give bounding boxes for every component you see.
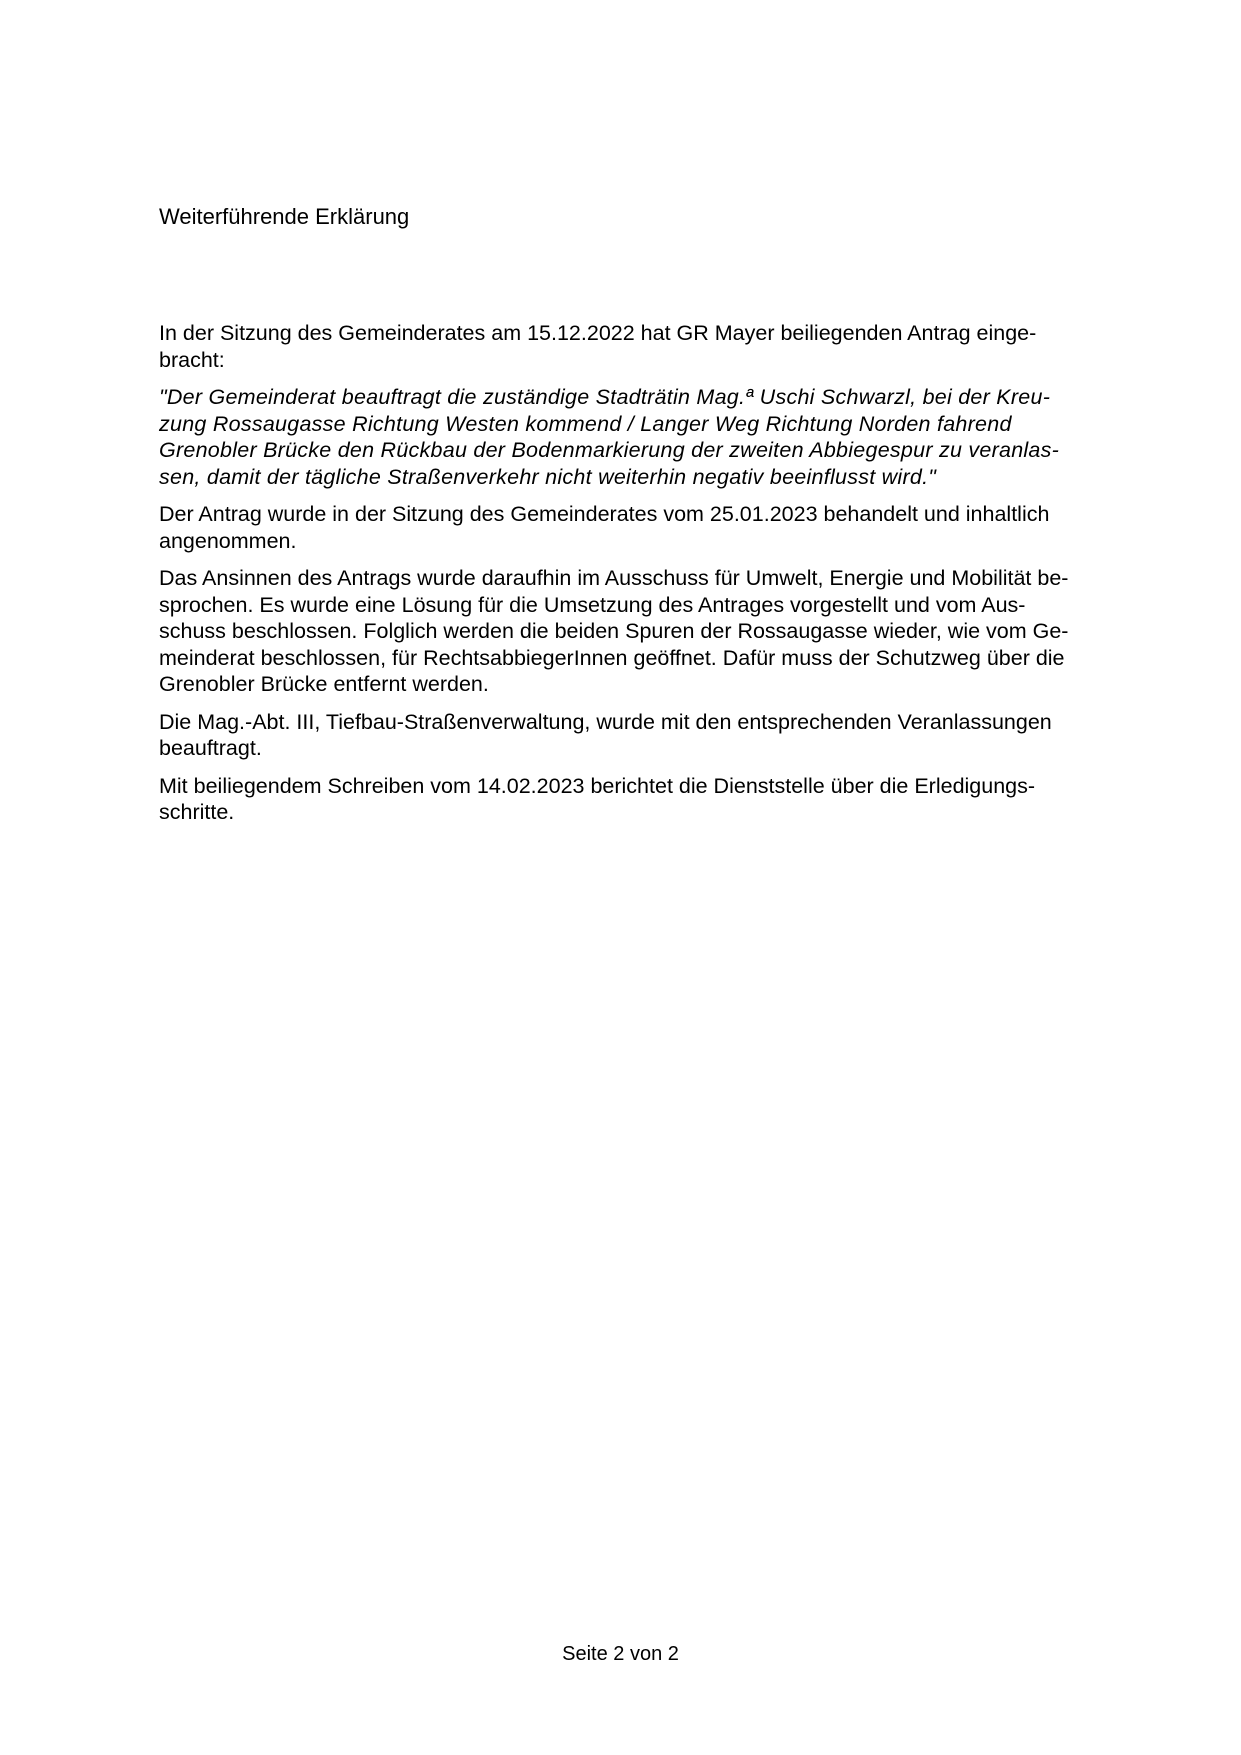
text-line: sen, damit der tägliche Straßenverkehr nicht weiterhin negativ beeinflusst wird.": [159, 464, 937, 489]
document-heading: Weiterführende Erklärung: [159, 204, 410, 229]
text-line: In der Sitzung des Gemeinderates am 15.12.2022 hat GR Mayer beiliegenden Antrag einge-: [159, 321, 1037, 345]
paragraph-committee: [159, 565, 1149, 698]
text-line: angenommen.: [159, 528, 297, 553]
text-line: beauftragt.: [159, 736, 262, 760]
paragraph-intro: [159, 320, 1149, 373]
text-line: schritte.: [159, 800, 235, 824]
document-body: [159, 320, 1149, 837]
paragraph-department: [159, 709, 1149, 762]
page-number-footer: Seite 2 von 2: [562, 1643, 679, 1665]
text-line: bracht:: [159, 347, 225, 372]
text-line: Das Ansinnen des Antrags wurde daraufhin im Ausschuss für Umwelt, Energie und Mobilität be-: [159, 566, 1069, 590]
text-line: Die Mag.-Abt. III, Tiefbau-Straßenverwaltung, wurde mit den entsprechenden Veranlassungen: [159, 709, 1052, 734]
paragraph-decision: [159, 501, 1149, 554]
text-line: Grenobler Brücke den Rückbau der Bodenmarkierung der zweiten Abbiegespur zu veranlas-: [159, 438, 1060, 462]
paragraph-report: [159, 773, 1149, 826]
text-line: zung Rossaugasse Richtung Westen kommend / Langer Weg Richtung Norden fahrend: [159, 411, 1012, 436]
text-line: meinderat beschlossen, für RechtsabbiegerInnen geöffnet. Dafür muss der Schutzweg über die: [159, 645, 1065, 670]
text-line: Der Antrag wurde in der Sitzung des Gemeinderates vom 25.01.2023 behandelt und inhaltlich: [159, 502, 1050, 526]
text-line: "Der Gemeinderat beauftragt die zuständige Stadträtin Mag.ª Uschi Schwarzl, bei der Kreu-: [159, 385, 1051, 409]
text-line: sprochen. Es wurde eine Lösung für die Umsetzung des Antrages vorgestellt und vom Aus-: [159, 592, 1026, 617]
paragraph-motion-quote: [159, 384, 1149, 490]
text-line: Grenobler Brücke entfernt werden.: [159, 672, 489, 696]
text-line: schuss beschlossen. Folglich werden die beiden Spuren der Rossaugasse wieder, wie vom Ge-: [159, 619, 1069, 643]
text-line: Mit beiliegendem Schreiben vom 14.02.2023 berichtet die Dienststelle über die Erledigungs-: [159, 773, 1036, 798]
